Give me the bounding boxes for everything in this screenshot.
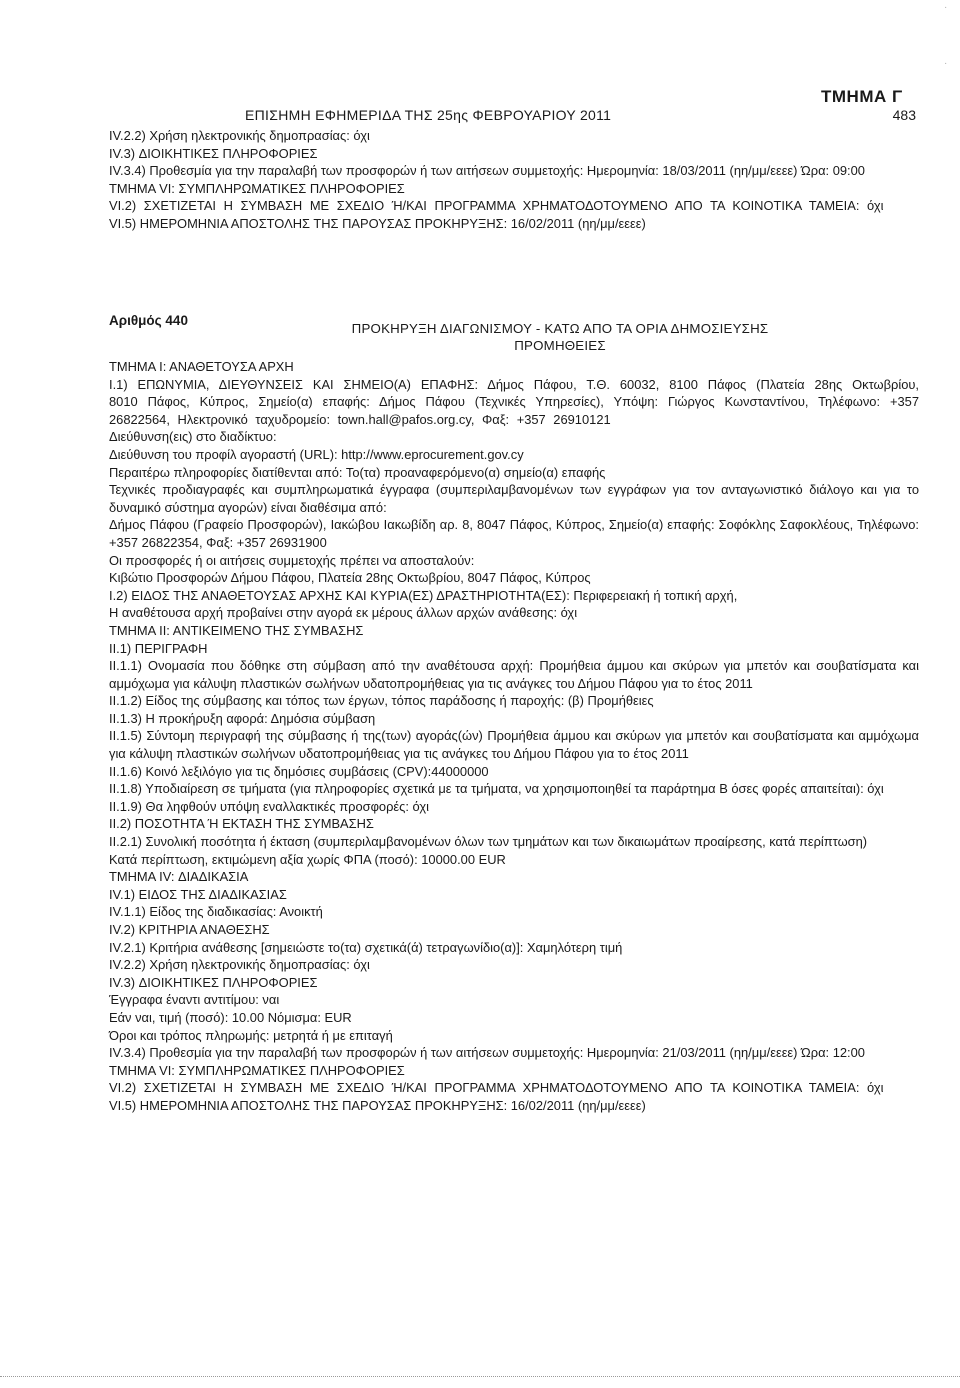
notice-title-line: ΠΡΟΜΗΘΕΙΕΣ	[514, 338, 606, 353]
paragraph: ΙΙ.1.8) Υποδιαίρεση σε τμήματα (για πληροφορίες σχετικά με τα τμήματα, να χρησιμοποιηθεί τα παράρτημα Β όσες φορές απαιτείται): όχι	[109, 781, 884, 797]
continuation-block	[109, 127, 919, 233]
paragraph: ΙΙ.1.5) Σύντομη περιγραφή της σύμβασης ή της(των) αγοράς(ών) Προμήθεια άμμου και σκύρων για μπετόν και σουβατίσματα και αμμόχωμα για κάλυψη πλαστικών σωλήνων υδατοπρομήθειας για τις ανάγκες του Δήμου Πάφου για το έτος 2011	[109, 728, 919, 762]
paragraph: ΙΙ.1) ΠΕΡΙΓΡΑΦΗ	[109, 640, 208, 656]
paragraph: VI.5) ΗΜΕΡΟΜΗΝΙΑ ΑΠΟΣΤΟΛΗΣ ΤΗΣ ΠΑΡΟΥΣΑΣ ΠΡΟΚΗΡΥΞΗΣ: 16/02/2011 (ηη/μμ/εεεε)	[109, 1097, 646, 1113]
scan-mark: ·	[944, 2, 948, 13]
paragraph: Διεύθυνση(εις) στο διαδίκτυο:	[109, 429, 277, 445]
paragraph: ΙΙ.1.3) Η προκήρυξη αφορά: Δημόσια σύμβαση	[109, 710, 376, 726]
paragraph: ΙΙ.1.1) Ονομασία που δόθηκε στη σύμβαση από την αναθέτουσα αρχή: Προμήθεια άμμου και σκύρων για μπετόν και σουβατίσματα και αμμόχωμα για κάλυψη πλαστικών σωλήνων υδατοπρομήθειας για τις ανάγκες του Δήμου Πάφου για το έτος 2011	[109, 658, 919, 691]
paragraph: Κατά περίπτωση, εκτιμώμενη αξία χωρίς ΦΠΑ (ποσό): 10000.00 EUR	[109, 851, 506, 867]
paragraph: ΙΙ.2.1) Συνολική ποσότητα ή έκταση (συμπεριλαμβανομένων όλων των τμημάτων και των δικαιωμάτων προαίρεσης, κατά περίπτωση)	[109, 834, 868, 850]
paragraph: ΙΙ.1.9) Θα ληφθούν υπόψη εναλλακτικές προσφορές: όχι	[109, 798, 430, 814]
paragraph: Ι.1) ΕΠΩΝΥΜΙΑ, ΔΙΕΥΘΥΝΣΕΙΣ ΚΑΙ ΣΗΜΕΙΟ(Α) ΕΠΑΦΗΣ: Δήμος Πάφου, Τ.Θ. 60032, 8100 Πάφος (Πλατεία 28ης Οκτωβρίου, 8010 Πάφος, Κύπρος, Σημείο(α) επαφής: Δήμος Πάφου (Τεχνικές Υπηρεσίες), Υπόψη: Γιώργος Κωνσταντίνου, Τηλέφωνο: +357 26822564, Ηλεκτρονικό ταχυδρομείο: town.hall@pafos.org.cy, Φαξ: +357 26910121	[109, 376, 919, 427]
notice-body	[109, 358, 919, 1115]
paragraph: Οι προσφορές ή οι αιτήσεις συμμετοχής πρέπει να αποσταλούν:	[109, 552, 475, 568]
paragraph: ΤΜΗΜΑ VI: ΣΥΜΠΛΗΡΩΜΑΤΙΚΕΣ ΠΛΗΡΟΦΟΡΙΕΣ	[109, 1062, 405, 1078]
notice-number: Αριθμός 440	[109, 313, 188, 328]
paragraph: ΤΜΗΜΑ IV: ΔΙΑΔΙΚΑΣΙΑ	[109, 869, 249, 885]
paragraph: IV.3) ΔΙΟΙΚΗΤΙΚΕΣ ΠΛΗΡΟΦΟΡΙΕΣ	[109, 145, 318, 161]
paragraph: ΙΙ.1.2) Είδος της σύμβασης και τόπος των έργων, τόπος παράδοσης ή παροχής: (β) Προμήθειες	[109, 693, 654, 709]
paragraph: IV.3.4) Προθεσμία για την παραλαβή των προσφορών ή των αιτήσεων συμμετοχής: Ημερομηνία: 21/03/2011 (ηη/μμ/εεεε) Ώρα: 12:00	[109, 1045, 865, 1061]
paragraph: Τεχνικές προδιαγραφές και συμπληρωματικά έγγραφα (συμπεριλαμβανομένων των εγγράφων για τον ανταγωνιστικό διάλογο και για το δυναμικό σύστημα αγορών) είναι διαθέσιμα από:	[109, 482, 919, 515]
paragraph: Η αναθέτουσα αρχή προβαίνει στην αγορά εκ μέρους άλλων αρχών ανάθεσης: όχι	[109, 605, 578, 621]
section-heading: ΤΜΗΜΑ Γ	[821, 87, 903, 106]
paragraph: Περαιτέρω πληροφορίες διατίθενται από: Το(τα) προαναφερόμενο(α) σημείο(α) επαφής	[109, 464, 606, 480]
paragraph: ΙΙ.2) ΠΟΣΟΤΗΤΑ Ή ΕΚΤΑΣΗ ΤΗΣ ΣΥΜΒΑΣΗΣ	[109, 816, 374, 832]
notice-title	[240, 320, 880, 354]
paragraph: VI.5) ΗΜΕΡΟΜΗΝΙΑ ΑΠΟΣΤΟΛΗΣ ΤΗΣ ΠΑΡΟΥΣΑΣ ΠΡΟΚΗΡΥΞΗΣ: 16/02/2011 (ηη/μμ/εεεε)	[109, 215, 646, 231]
paragraph: Έγγραφα έναντι αντιτίμου: ναι	[109, 992, 280, 1008]
paragraph: IV.1.1) Είδος της διαδικασίας: Ανοικτή	[109, 904, 323, 920]
paragraph: Κιβώτιο Προσφορών Δήμου Πάφου, Πλατεία 28ης Οκτωβρίου, 8047 Πάφος, Κύπρος	[109, 570, 591, 586]
paragraph: IV.2) ΚΡΙΤΗΡΙΑ ΑΝΑΘΕΣΗΣ	[109, 922, 270, 937]
paragraph: Δήμος Πάφου (Γραφείο Προσφορών), Ιακώβου Ιακωβίδη αρ. 8, 8047 Πάφος, Κύπρος, Σημείο(α) επαφής: Σοφόκλης Σαφοκλέους, Τηλέφωνο: +357 26822354, Φαξ: +357 26931900	[109, 517, 919, 550]
scan-edge-line	[0, 1376, 960, 1379]
paragraph: IV.2.1) Κριτήρια ανάθεσης [σημειώστε το(τα) σχετικά(ά) τετραγωνίδιο(α)]: Χαμηλότερη τιμή	[109, 939, 623, 955]
scan-mark: ·	[944, 58, 948, 69]
paragraph: VI.2) ΣΧΕΤΙΖΕΤΑΙ Η ΣΥΜΒΑΣΗ ΜΕ ΣΧΕΔΙΟ Ή/ΚΑΙ ΠΡΟΓΡΑΜΜΑ ΧΡΗΜΑΤΟΔΟΤΟΥΜΕΝΟ ΑΠΟ ΤΑ ΚΟΙΝΟΤΙΚΑ ΤΑΜΕΙΑ: όχι	[109, 1080, 884, 1096]
paragraph: IV.1) ΕΙΔΟΣ ΤΗΣ ΔΙΑΔΙΚΑΣΙΑΣ	[109, 886, 287, 902]
paragraph: Όροι και τρόπος πληρωμής: μετρητά ή με επιταγή	[109, 1027, 393, 1043]
paragraph: Εάν ναι, τιμή (ποσό): 10.00 Νόμισμα: EUR	[109, 1009, 352, 1025]
paragraph: ΙΙ.1.6) Κοινό λεξιλόγιο για τις δημόσιες συμβάσεις (CPV):44000000	[109, 763, 489, 779]
paragraph: Ι.2) ΕΙΔΟΣ ΤΗΣ ΑΝΑΘΕΤΟΥΣΑΣ ΑΡΧΗΣ ΚΑΙ ΚΥΡΙΑ(ΕΣ) ΔΡΑΣΤΗΡΙΟΤΗΤΑ(ΕΣ): Περιφερειακή ή τοπική αρχή,	[109, 587, 738, 603]
paragraph: IV.2.2) Χρήση ηλεκτρονικής δημοπρασίας: όχι	[109, 128, 370, 143]
paragraph: Διεύθυνση του προφίλ αγοραστή (URL): http://www.eprocurement.gov.cy	[109, 446, 524, 462]
paragraph: IV.2.2) Χρήση ηλεκτρονικής δημοπρασίας: όχι	[109, 957, 370, 973]
paragraph: ΤΜΗΜΑ ΙΙ: ΑΝΤΙΚΕΙΜΕΝΟ ΤΗΣ ΣΥΜΒΑΣΗΣ	[109, 622, 364, 638]
notice-title-line: ΠΡΟΚΗΡΥΞΗ ΔΙΑΓΩΝΙΣΜΟΥ - ΚΑΤΩ ΑΠΟ ΤΑ ΟΡΙΑ ΔΗΜΟΣΙΕΥΣΗΣ	[351, 321, 769, 336]
gazette-title: ΕΠΙΣΗΜΗ ΕΦΗΜΕΡΙΔΑ ΤΗΣ 25ης ΦΕΒΡΟΥΑΡΙΟΥ 2011	[245, 107, 612, 123]
paragraph: VI.2) ΣΧΕΤΙΖΕΤΑΙ Η ΣΥΜΒΑΣΗ ΜΕ ΣΧΕΔΙΟ Ή/ΚΑΙ ΠΡΟΓΡΑΜΜΑ ΧΡΗΜΑΤΟΔΟΤΟΥΜΕΝΟ ΑΠΟ ΤΑ ΚΟΙΝΟΤΙΚΑ ΤΑΜΕΙΑ: όχι	[109, 198, 884, 214]
paragraph: ΤΜΗΜΑ VI: ΣΥΜΠΛΗΡΩΜΑΤΙΚΕΣ ΠΛΗΡΟΦΟΡΙΕΣ	[109, 180, 405, 196]
paragraph: ΤΜΗΜΑ Ι: ΑΝΑΘΕΤΟΥΣΑ ΑΡΧΗ	[109, 359, 294, 374]
page-number: 483	[892, 107, 916, 123]
paragraph: IV.3) ΔΙΟΙΚΗΤΙΚΕΣ ΠΛΗΡΟΦΟΡΙΕΣ	[109, 974, 318, 990]
paragraph: IV.3.4) Προθεσμία για την παραλαβή των προσφορών ή των αιτήσεων συμμετοχής: Ημερομηνία: 18/03/2011 (ηη/μμ/εεεε) Ώρα: 09:00	[109, 163, 865, 179]
